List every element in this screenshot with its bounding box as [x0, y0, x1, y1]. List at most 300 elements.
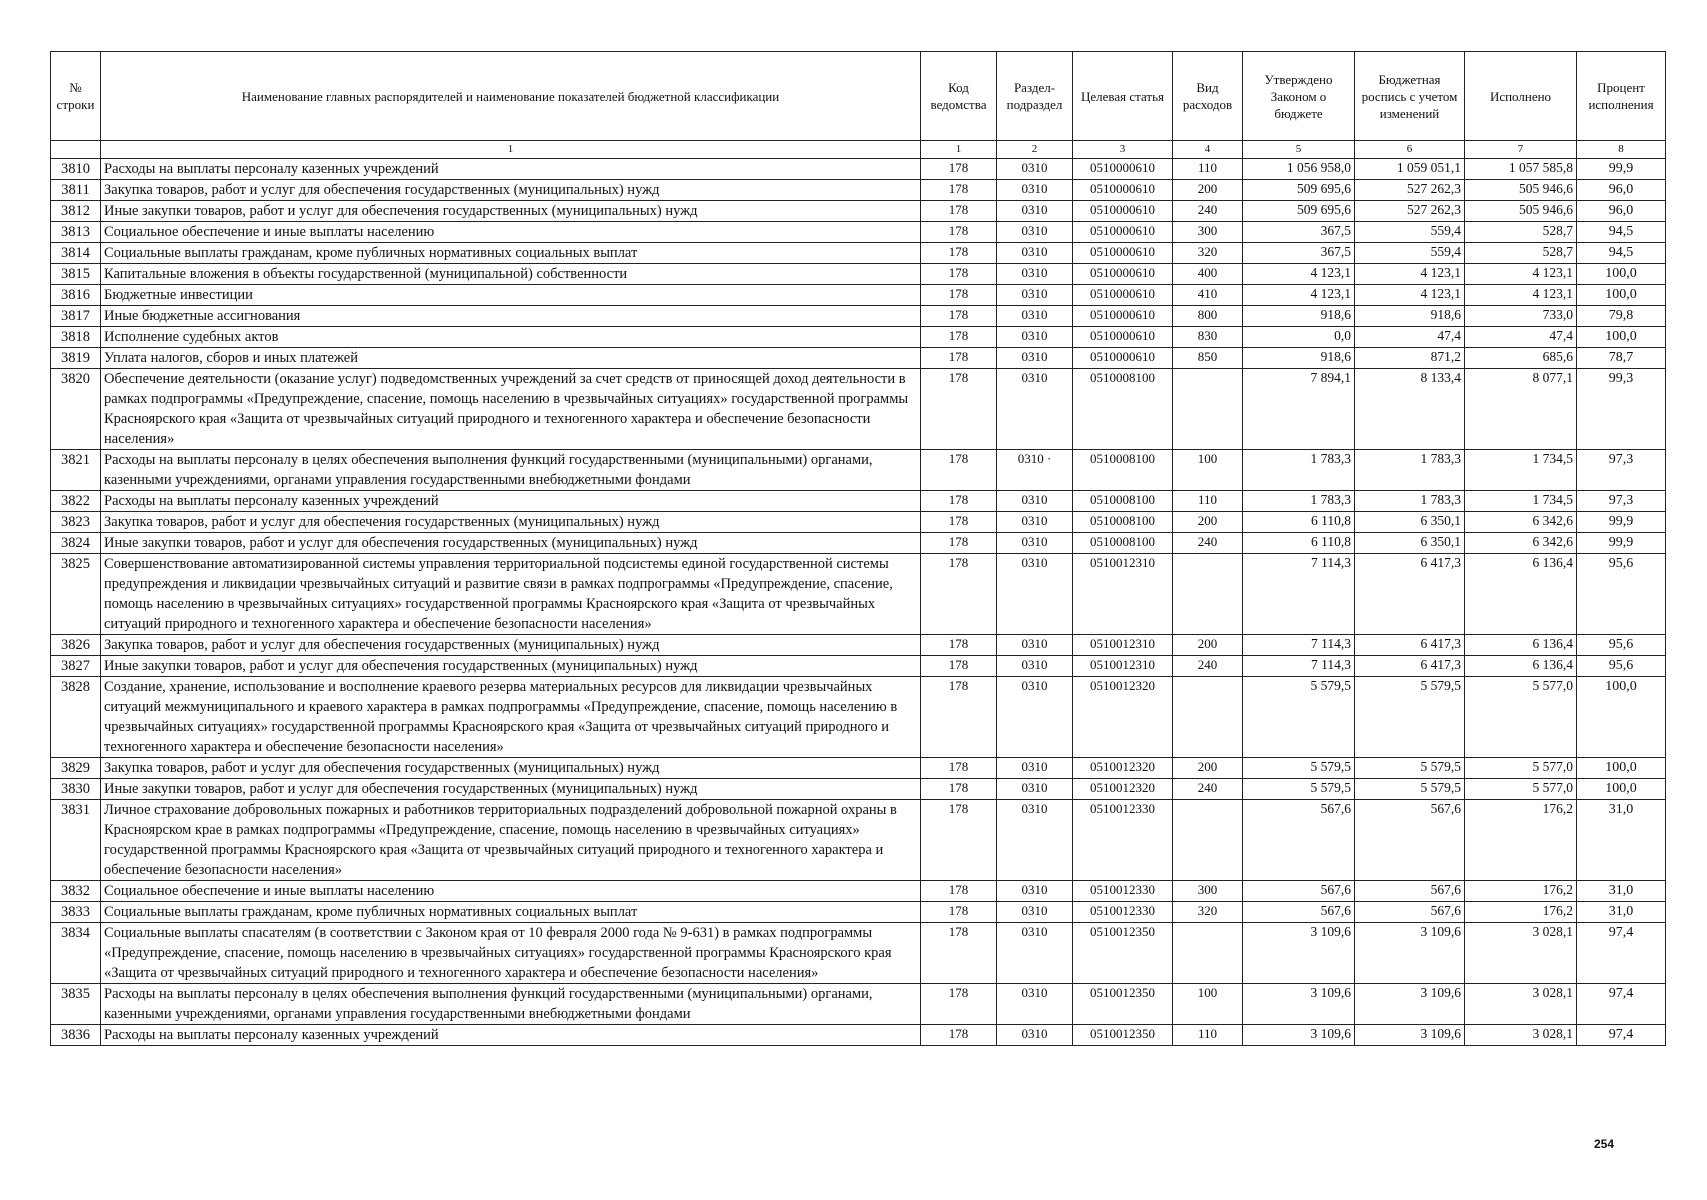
section-cell: 0310	[997, 180, 1073, 201]
budget-list-cell: 567,6	[1355, 881, 1465, 902]
target-cell: 0510012310	[1073, 635, 1173, 656]
percent-cell: 99,9	[1577, 159, 1666, 180]
column-number: 8	[1577, 141, 1666, 159]
percent-cell: 94,5	[1577, 222, 1666, 243]
percent-cell: 95,6	[1577, 635, 1666, 656]
approved-cell: 4 123,1	[1243, 285, 1355, 306]
exp-type-cell: 400	[1173, 264, 1243, 285]
exp-type-cell: 850	[1173, 348, 1243, 369]
target-cell: 0510008100	[1073, 369, 1173, 450]
column-number: 4	[1173, 141, 1243, 159]
row-name-cell: Иные бюджетные ассигнования	[101, 306, 921, 327]
percent-cell: 95,6	[1577, 554, 1666, 635]
percent-cell: 97,3	[1577, 491, 1666, 512]
row-name-cell: Социальное обеспечение и иные выплаты населению	[101, 881, 921, 902]
approved-cell: 1 783,3	[1243, 450, 1355, 491]
exp-type-cell: 200	[1173, 635, 1243, 656]
budget-list-cell: 1 059 051,1	[1355, 159, 1465, 180]
header-name: Наименование главных распорядителей и наименование показателей бюджетной классификации	[101, 52, 921, 141]
percent-cell: 78,7	[1577, 348, 1666, 369]
header-section: Раздел-подраздел	[997, 52, 1073, 141]
target-cell: 0510012330	[1073, 881, 1173, 902]
row-number-cell: 3818	[51, 327, 101, 348]
row-number-cell: 3836	[51, 1025, 101, 1046]
row-number-cell: 3813	[51, 222, 101, 243]
row-number-cell: 3825	[51, 554, 101, 635]
budget-list-cell: 6 350,1	[1355, 533, 1465, 554]
dept-code-cell: 178	[921, 348, 997, 369]
row-name-cell: Личное страхование добровольных пожарных и работников территориальных подразделений добровольной пожарной охраны в Красноярском крае в рамках подпрограммы «Предупреждение, спасение, помощь населению в чрезвычайных ситуациях» государственной программы Красноярского края «Защита от чрезвычайных ситуаций природного и техногенного характера и обеспечение безопасности населения»	[101, 800, 921, 881]
percent-cell: 97,3	[1577, 450, 1666, 491]
section-cell: 0310	[997, 285, 1073, 306]
exp-type-cell: 200	[1173, 180, 1243, 201]
table-row	[51, 512, 1666, 533]
section-cell: 0310	[997, 243, 1073, 264]
table-row	[51, 984, 1666, 1025]
budget-list-cell: 6 417,3	[1355, 635, 1465, 656]
table-row	[51, 779, 1666, 800]
percent-cell: 94,5	[1577, 243, 1666, 264]
percent-cell: 31,0	[1577, 800, 1666, 881]
row-number-cell: 3819	[51, 348, 101, 369]
dept-code-cell: 178	[921, 243, 997, 264]
dept-code-cell: 178	[921, 327, 997, 348]
percent-cell: 97,4	[1577, 1025, 1666, 1046]
approved-cell: 3 109,6	[1243, 1025, 1355, 1046]
dept-code-cell: 178	[921, 180, 997, 201]
percent-cell: 99,3	[1577, 369, 1666, 450]
executed-cell: 176,2	[1465, 800, 1577, 881]
target-cell: 0510000610	[1073, 264, 1173, 285]
exp-type-cell: 800	[1173, 306, 1243, 327]
executed-cell: 1 734,5	[1465, 450, 1577, 491]
table-row	[51, 159, 1666, 180]
executed-cell: 505 946,6	[1465, 201, 1577, 222]
dept-code-cell: 178	[921, 1025, 997, 1046]
budget-list-cell: 3 109,6	[1355, 1025, 1465, 1046]
row-number-cell: 3835	[51, 984, 101, 1025]
budget-execution-table	[50, 51, 1666, 1046]
table-row	[51, 491, 1666, 512]
page-number: 254	[1594, 1137, 1615, 1151]
budget-list-cell: 4 123,1	[1355, 264, 1465, 285]
target-cell: 0510000610	[1073, 201, 1173, 222]
row-number-cell: 3832	[51, 881, 101, 902]
table-row	[51, 902, 1666, 923]
percent-cell: 99,9	[1577, 533, 1666, 554]
approved-cell: 367,5	[1243, 243, 1355, 264]
table-row	[51, 180, 1666, 201]
executed-cell: 6 342,6	[1465, 512, 1577, 533]
column-number: 2	[997, 141, 1073, 159]
section-cell: 0310	[997, 758, 1073, 779]
section-cell: 0310	[997, 369, 1073, 450]
column-number: 5	[1243, 141, 1355, 159]
target-cell: 0510012320	[1073, 758, 1173, 779]
row-name-cell: Иные закупки товаров, работ и услуг для обеспечения государственных (муниципальных) нужд	[101, 201, 921, 222]
section-cell: 0310	[997, 881, 1073, 902]
dept-code-cell: 178	[921, 758, 997, 779]
row-name-cell: Уплата налогов, сборов и иных платежей	[101, 348, 921, 369]
executed-cell: 528,7	[1465, 243, 1577, 264]
executed-cell: 3 028,1	[1465, 984, 1577, 1025]
dept-code-cell: 178	[921, 800, 997, 881]
percent-cell: 31,0	[1577, 902, 1666, 923]
percent-cell: 96,0	[1577, 201, 1666, 222]
row-number-cell: 3820	[51, 369, 101, 450]
header-approved: Утверждено Законом о бюджете	[1243, 52, 1355, 141]
header-row	[51, 52, 1666, 141]
row-number-cell: 3816	[51, 285, 101, 306]
row-name-cell: Иные закупки товаров, работ и услуг для обеспечения государственных (муниципальных) нужд	[101, 779, 921, 800]
row-number-cell: 3821	[51, 450, 101, 491]
exp-type-cell: 200	[1173, 758, 1243, 779]
dept-code-cell: 178	[921, 635, 997, 656]
row-number-cell: 3826	[51, 635, 101, 656]
budget-list-cell: 47,4	[1355, 327, 1465, 348]
table-row	[51, 533, 1666, 554]
dept-code-cell: 178	[921, 222, 997, 243]
table-row	[51, 758, 1666, 779]
section-cell: 0310	[997, 923, 1073, 984]
exp-type-cell	[1173, 923, 1243, 984]
target-cell: 0510008100	[1073, 491, 1173, 512]
target-cell: 0510012350	[1073, 923, 1173, 984]
row-name-cell: Иные закупки товаров, работ и услуг для обеспечения государственных (муниципальных) нужд	[101, 533, 921, 554]
dept-code-cell: 178	[921, 306, 997, 327]
dept-code-cell: 178	[921, 285, 997, 306]
target-cell: 0510000610	[1073, 222, 1173, 243]
approved-cell: 567,6	[1243, 902, 1355, 923]
column-number: 6	[1355, 141, 1465, 159]
target-cell: 0510012320	[1073, 779, 1173, 800]
approved-cell: 7 114,3	[1243, 554, 1355, 635]
exp-type-cell: 110	[1173, 159, 1243, 180]
percent-cell: 100,0	[1577, 264, 1666, 285]
header-target: Целевая статья	[1073, 52, 1173, 141]
row-name-cell: Социальные выплаты гражданам, кроме публичных нормативных социальных выплат	[101, 902, 921, 923]
dept-code-cell: 178	[921, 491, 997, 512]
table-row	[51, 677, 1666, 758]
header-budget-list: Бюджетная роспись с учетом изменений	[1355, 52, 1465, 141]
row-name-cell: Расходы на выплаты персоналу в целях обеспечения выполнения функций государственными (муниципальными) органами, казенными учреждениями, органами управления государственными внебюджетными фондами	[101, 984, 921, 1025]
section-cell: 0310	[997, 491, 1073, 512]
header-row-no: № строки	[51, 52, 101, 141]
budget-list-cell: 527 262,3	[1355, 180, 1465, 201]
exp-type-cell: 100	[1173, 984, 1243, 1025]
exp-type-cell: 110	[1173, 491, 1243, 512]
header-exp-type: Вид расходов	[1173, 52, 1243, 141]
executed-cell: 6 342,6	[1465, 533, 1577, 554]
row-name-cell: Расходы на выплаты персоналу казенных учреждений	[101, 491, 921, 512]
budget-list-cell: 6 417,3	[1355, 554, 1465, 635]
table-row	[51, 327, 1666, 348]
row-name-cell: Закупка товаров, работ и услуг для обеспечения государственных (муниципальных) нужд	[101, 758, 921, 779]
table-row	[51, 285, 1666, 306]
table-row	[51, 222, 1666, 243]
table-row	[51, 656, 1666, 677]
exp-type-cell	[1173, 677, 1243, 758]
row-name-cell: Обеспечение деятельности (оказание услуг) подведомственных учреждений за счет средств от приносящей доход деятельности в рамках подпрограммы «Предупреждение, спасение, помощь населению в чрезвычайных ситуациях» государственной программы Красноярского края «Защита от чрезвычайных ситуаций природного и техногенного характера и обеспечение безопасности населения»	[101, 369, 921, 450]
row-number-cell: 3815	[51, 264, 101, 285]
dept-code-cell: 178	[921, 656, 997, 677]
table-row	[51, 554, 1666, 635]
budget-list-cell: 527 262,3	[1355, 201, 1465, 222]
approved-cell: 7 114,3	[1243, 656, 1355, 677]
exp-type-cell: 110	[1173, 1025, 1243, 1046]
section-cell: 0310	[997, 779, 1073, 800]
executed-cell: 505 946,6	[1465, 180, 1577, 201]
table-row	[51, 450, 1666, 491]
row-number-cell: 3833	[51, 902, 101, 923]
row-number-cell: 3823	[51, 512, 101, 533]
dept-code-cell: 178	[921, 881, 997, 902]
target-cell: 0510008100	[1073, 533, 1173, 554]
executed-cell: 6 136,4	[1465, 656, 1577, 677]
executed-cell: 5 577,0	[1465, 779, 1577, 800]
budget-report-sheet	[50, 51, 1665, 1046]
percent-cell: 79,8	[1577, 306, 1666, 327]
target-cell: 0510000610	[1073, 327, 1173, 348]
approved-cell: 3 109,6	[1243, 923, 1355, 984]
target-cell: 0510008100	[1073, 450, 1173, 491]
section-cell: 0310	[997, 984, 1073, 1025]
exp-type-cell: 240	[1173, 779, 1243, 800]
target-cell: 0510012350	[1073, 984, 1173, 1025]
dept-code-cell: 178	[921, 512, 997, 533]
approved-cell: 7 114,3	[1243, 635, 1355, 656]
section-cell: 0310	[997, 677, 1073, 758]
table-row	[51, 348, 1666, 369]
approved-cell: 918,6	[1243, 348, 1355, 369]
row-number-cell: 3810	[51, 159, 101, 180]
approved-cell: 509 695,6	[1243, 201, 1355, 222]
executed-cell: 5 577,0	[1465, 677, 1577, 758]
dept-code-cell: 178	[921, 779, 997, 800]
target-cell: 0510012310	[1073, 656, 1173, 677]
table-row	[51, 306, 1666, 327]
table-body	[51, 159, 1666, 1046]
column-number: 1	[921, 141, 997, 159]
exp-type-cell: 240	[1173, 201, 1243, 222]
row-name-cell: Создание, хранение, использование и восполнение краевого резерва материальных ресурсов для ликвидации чрезвычайных ситуаций межмуниципального и краевого характера в рамках подпрограммы «Предупреждение, спасение, помощь населению в чрезвычайных ситуациях» государственной программы Красноярского края «Защита от чрезвычайных ситуаций природного и техногенного характера и обеспечение безопасности населения»	[101, 677, 921, 758]
row-name-cell: Иные закупки товаров, работ и услуг для обеспечения государственных (муниципальных) нужд	[101, 656, 921, 677]
row-name-cell: Закупка товаров, работ и услуг для обеспечения государственных (муниципальных) нужд	[101, 635, 921, 656]
budget-list-cell: 8 133,4	[1355, 369, 1465, 450]
budget-list-cell: 3 109,6	[1355, 923, 1465, 984]
budget-list-cell: 559,4	[1355, 243, 1465, 264]
column-number: 3	[1073, 141, 1173, 159]
executed-cell: 733,0	[1465, 306, 1577, 327]
row-number-cell: 3830	[51, 779, 101, 800]
row-name-cell: Закупка товаров, работ и услуг для обеспечения государственных (муниципальных) нужд	[101, 180, 921, 201]
row-name-cell: Социальное обеспечение и иные выплаты населению	[101, 222, 921, 243]
section-cell: 0310	[997, 533, 1073, 554]
section-cell: 0310	[997, 656, 1073, 677]
target-cell: 0510000610	[1073, 285, 1173, 306]
budget-list-cell: 3 109,6	[1355, 984, 1465, 1025]
executed-cell: 528,7	[1465, 222, 1577, 243]
dept-code-cell: 178	[921, 450, 997, 491]
section-cell: 0310	[997, 201, 1073, 222]
dept-code-cell: 178	[921, 369, 997, 450]
target-cell: 0510012330	[1073, 800, 1173, 881]
row-name-cell: Расходы на выплаты персоналу казенных учреждений	[101, 159, 921, 180]
section-cell: 0310	[997, 264, 1073, 285]
table-row	[51, 243, 1666, 264]
section-cell: 0310	[997, 554, 1073, 635]
table-row	[51, 881, 1666, 902]
row-number-cell: 3812	[51, 201, 101, 222]
dept-code-cell: 178	[921, 533, 997, 554]
approved-cell: 6 110,8	[1243, 512, 1355, 533]
table-row	[51, 635, 1666, 656]
row-number-cell: 3814	[51, 243, 101, 264]
exp-type-cell: 200	[1173, 512, 1243, 533]
budget-list-cell: 1 783,3	[1355, 491, 1465, 512]
dept-code-cell: 178	[921, 554, 997, 635]
row-name-cell: Капитальные вложения в объекты государственной (муниципальной) собственности	[101, 264, 921, 285]
section-cell: 0310	[997, 800, 1073, 881]
row-name-cell: Социальные выплаты спасателям (в соответствии с Законом края от 10 февраля 2000 года № 9-631) в рамках подпрограммы «Предупреждение, спасение, помощь населению в чрезвычайных ситуациях» государственной программы Красноярского края «Защита от чрезвычайных ситуаций природного и техногенного характера и обеспечение безопасности населения»	[101, 923, 921, 984]
exp-type-cell: 100	[1173, 450, 1243, 491]
row-name-cell: Расходы на выплаты персоналу казенных учреждений	[101, 1025, 921, 1046]
executed-cell: 3 028,1	[1465, 923, 1577, 984]
dept-code-cell: 178	[921, 264, 997, 285]
target-cell: 0510000610	[1073, 348, 1173, 369]
section-cell: 0310	[997, 512, 1073, 533]
budget-list-cell: 871,2	[1355, 348, 1465, 369]
approved-cell: 5 579,5	[1243, 677, 1355, 758]
executed-cell: 8 077,1	[1465, 369, 1577, 450]
section-cell: 0310	[997, 348, 1073, 369]
approved-cell: 367,5	[1243, 222, 1355, 243]
target-cell: 0510000610	[1073, 159, 1173, 180]
percent-cell: 100,0	[1577, 758, 1666, 779]
row-number-cell: 3817	[51, 306, 101, 327]
approved-cell: 918,6	[1243, 306, 1355, 327]
exp-type-cell: 830	[1173, 327, 1243, 348]
section-cell: 0310 ·	[997, 450, 1073, 491]
budget-list-cell: 5 579,5	[1355, 677, 1465, 758]
percent-cell: 100,0	[1577, 285, 1666, 306]
section-cell: 0310	[997, 902, 1073, 923]
executed-cell: 6 136,4	[1465, 635, 1577, 656]
row-number-cell: 3828	[51, 677, 101, 758]
target-cell: 0510012310	[1073, 554, 1173, 635]
row-number-cell: 3822	[51, 491, 101, 512]
table-row	[51, 923, 1666, 984]
dept-code-cell: 178	[921, 159, 997, 180]
row-name-cell: Закупка товаров, работ и услуг для обеспечения государственных (муниципальных) нужд	[101, 512, 921, 533]
header-executed: Исполнено	[1465, 52, 1577, 141]
approved-cell: 1 783,3	[1243, 491, 1355, 512]
exp-type-cell	[1173, 800, 1243, 881]
header-percent: Процент исполнения	[1577, 52, 1666, 141]
approved-cell: 3 109,6	[1243, 984, 1355, 1025]
row-number-cell: 3811	[51, 180, 101, 201]
approved-cell: 4 123,1	[1243, 264, 1355, 285]
exp-type-cell	[1173, 369, 1243, 450]
executed-cell: 5 577,0	[1465, 758, 1577, 779]
percent-cell: 99,9	[1577, 512, 1666, 533]
budget-list-cell: 559,4	[1355, 222, 1465, 243]
exp-type-cell: 320	[1173, 902, 1243, 923]
executed-cell: 4 123,1	[1465, 264, 1577, 285]
exp-type-cell: 300	[1173, 881, 1243, 902]
dept-code-cell: 178	[921, 923, 997, 984]
percent-cell: 31,0	[1577, 881, 1666, 902]
section-cell: 0310	[997, 635, 1073, 656]
table-header	[51, 52, 1666, 159]
row-number-cell: 3827	[51, 656, 101, 677]
table-row	[51, 201, 1666, 222]
column-number: 7	[1465, 141, 1577, 159]
percent-cell: 100,0	[1577, 327, 1666, 348]
section-cell: 0310	[997, 327, 1073, 348]
executed-cell: 1 734,5	[1465, 491, 1577, 512]
exp-type-cell: 300	[1173, 222, 1243, 243]
percent-cell: 97,4	[1577, 984, 1666, 1025]
section-cell: 0310	[997, 159, 1073, 180]
table-row	[51, 800, 1666, 881]
column-number: 1	[101, 141, 921, 159]
target-cell: 0510000610	[1073, 180, 1173, 201]
executed-cell: 4 123,1	[1465, 285, 1577, 306]
executed-cell: 176,2	[1465, 902, 1577, 923]
dept-code-cell: 178	[921, 201, 997, 222]
target-cell: 0510000610	[1073, 306, 1173, 327]
row-number-cell: 3829	[51, 758, 101, 779]
approved-cell: 567,6	[1243, 881, 1355, 902]
budget-list-cell: 4 123,1	[1355, 285, 1465, 306]
percent-cell: 97,4	[1577, 923, 1666, 984]
budget-list-cell: 6 350,1	[1355, 512, 1465, 533]
section-cell: 0310	[997, 306, 1073, 327]
row-name-cell: Исполнение судебных актов	[101, 327, 921, 348]
approved-cell: 7 894,1	[1243, 369, 1355, 450]
header-dept-code: Код ведомства	[921, 52, 997, 141]
executed-cell: 1 057 585,8	[1465, 159, 1577, 180]
target-cell: 0510008100	[1073, 512, 1173, 533]
row-name-cell: Расходы на выплаты персоналу в целях обеспечения выполнения функций государственными (муниципальными) органами, казенными учреждениями, органами управления государственными внебюджетными фондами	[101, 450, 921, 491]
budget-list-cell: 918,6	[1355, 306, 1465, 327]
budget-list-cell: 5 579,5	[1355, 758, 1465, 779]
row-name-cell: Бюджетные инвестиции	[101, 285, 921, 306]
target-cell: 0510012350	[1073, 1025, 1173, 1046]
exp-type-cell: 240	[1173, 656, 1243, 677]
budget-list-cell: 567,6	[1355, 800, 1465, 881]
dept-code-cell: 178	[921, 677, 997, 758]
dept-code-cell: 178	[921, 902, 997, 923]
percent-cell: 100,0	[1577, 677, 1666, 758]
column-number-row	[51, 141, 1666, 159]
exp-type-cell: 240	[1173, 533, 1243, 554]
table-row	[51, 264, 1666, 285]
approved-cell: 5 579,5	[1243, 758, 1355, 779]
budget-list-cell: 6 417,3	[1355, 656, 1465, 677]
percent-cell: 100,0	[1577, 779, 1666, 800]
target-cell: 0510012320	[1073, 677, 1173, 758]
exp-type-cell: 320	[1173, 243, 1243, 264]
approved-cell: 1 056 958,0	[1243, 159, 1355, 180]
section-cell: 0310	[997, 1025, 1073, 1046]
budget-list-cell: 567,6	[1355, 902, 1465, 923]
target-cell: 0510000610	[1073, 243, 1173, 264]
percent-cell: 95,6	[1577, 656, 1666, 677]
row-number-cell: 3834	[51, 923, 101, 984]
exp-type-cell	[1173, 554, 1243, 635]
